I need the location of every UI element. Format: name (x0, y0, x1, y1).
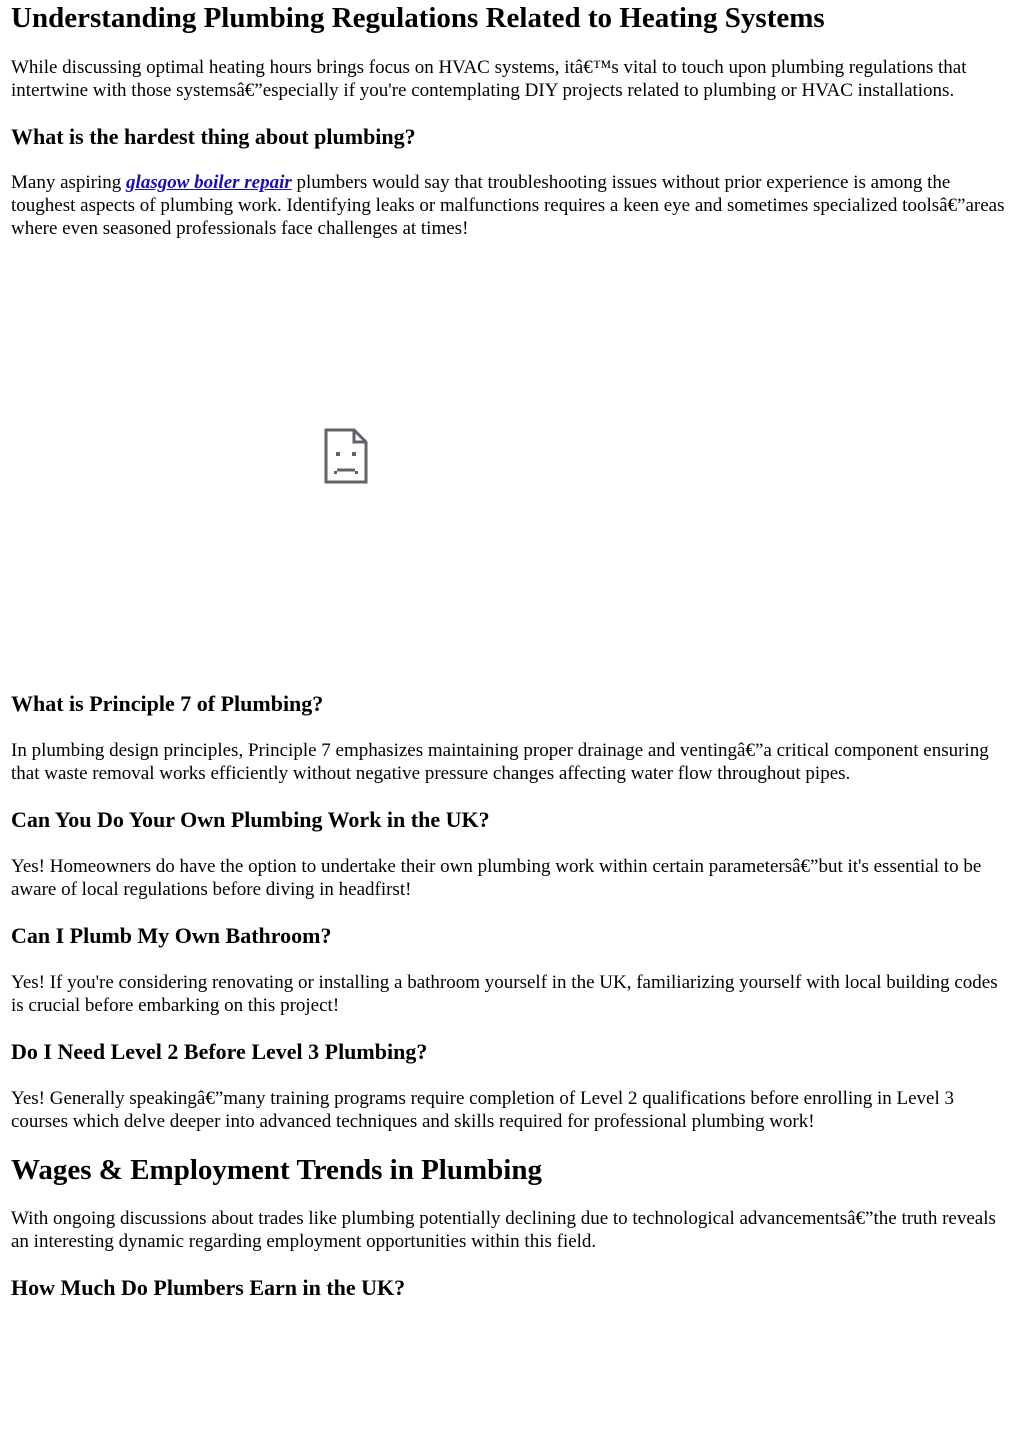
subheading-principle-7: What is Principle 7 of Plumbing? (11, 691, 324, 716)
subheading-own-plumbing-uk: Can You Do Your Own Plumbing Work in the UK? (11, 807, 490, 832)
paragraph-own-bathroom: Yes! If you're considering renovating or installing a bathroom yourself in the UK, familiarizing yourself with local building codes is crucial before embarking on this project! (11, 972, 998, 1016)
paragraph-own-plumbing-uk: Yes! Homeowners do have the option to undertake their own plumbing work within certain parametersâ€”but it's essential to be aware of local regulations before diving in headfirst! (11, 856, 982, 900)
subheading-hardest-thing: What is the hardest thing about plumbing? (11, 124, 416, 149)
glasgow-boiler-repair-link[interactable]: glasgow boiler repair (126, 172, 292, 193)
subheading-own-bathroom: Can I Plumb My Own Bathroom? (11, 923, 332, 948)
paragraph-hardest-thing (11, 171, 1014, 240)
paragraph-text-after-link: plumbers would say that troubleshooting issues without prior experience is among the toughest aspects of plumbing work. Identifying leaks or malfunctions requires a keen eye and sometimes specialized toolsâ€”areas where even seasoned professionals face challenges at times! (11, 172, 1005, 239)
broken-image-placeholder (11, 240, 1014, 680)
paragraph-principle-7: In plumbing design principles, Principle 7 emphasizes maintaining proper drainage and ventingâ€”a critical component ensuring that waste removal works efficiently without negative pressure changes affecting water flow throughout pipes. (11, 740, 989, 784)
subheading-plumber-earnings: How Much Do Plumbers Earn in the UK? (11, 1275, 406, 1300)
paragraph-regulations: While discussing optimal heating hours brings focus on HVAC systems, itâ€™s vital to touch upon plumbing regulations that intertwine with those systemsâ€”especially if you're contemplating DIY projects related to plumbing or HVAC installations. (11, 57, 967, 101)
section-heading-wages: Wages & Employment Trends in Plumbing (11, 1154, 542, 1186)
subheading-level-2-3: Do I Need Level 2 Before Level 3 Plumbing? (11, 1039, 428, 1064)
paragraph-wages: With ongoing discussions about trades like plumbing potentially declining due to technological advancementsâ€”the truth reveals an interesting dynamic regarding employment opportunities within this field. (11, 1208, 996, 1252)
paragraph-text-before-link: Many aspiring (11, 172, 127, 193)
paragraph-level-2-3: Yes! Generally speakingâ€”many training programs require completion of Level 2 qualifications before enrolling in Level 3 courses which delve deeper into advanced techniques and skills required for professional plumbing work! (11, 1088, 955, 1132)
section-heading-regulations: Understanding Plumbing Regulations Related to Heating Systems (11, 2, 825, 34)
article (0, 1, 1024, 1302)
broken-image-icon (324, 428, 368, 484)
